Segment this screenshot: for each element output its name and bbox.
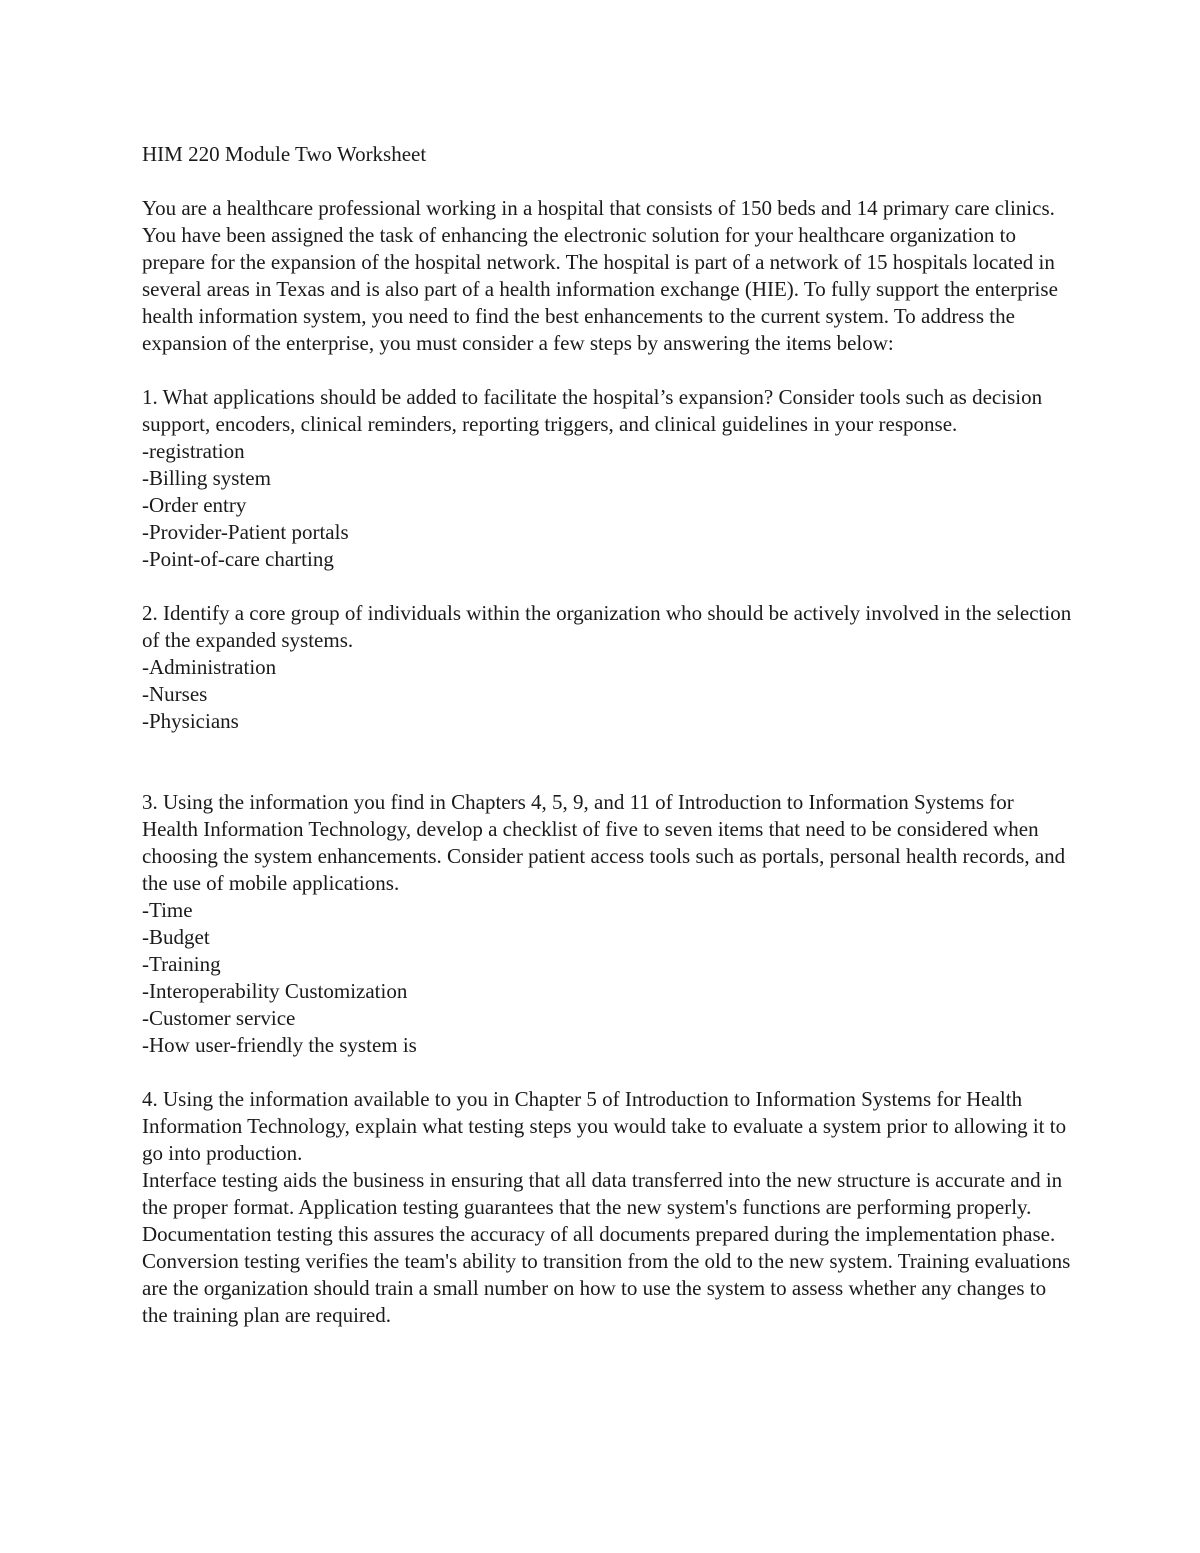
question-2-item: -Nurses xyxy=(142,682,208,706)
question-3-prompt: 3. Using the information you find in Chapters 4, 5, 9, and 11 of Introduction to Information Systems for Health Information Technology, develop a checklist of five to seven items that need to be considered when choosing the system enhancements. Consider patient access tools such as portals, personal health records, and the use of mobile applications. xyxy=(142,790,1066,895)
question-1-prompt: 1. What applications should be added to facilitate the hospital’s expansion? Consider tools such as decision support, encoders, clinical reminders, reporting triggers, and clinical guidelines in your response. xyxy=(142,385,1043,436)
question-3-item: -Training xyxy=(142,952,221,976)
question-2-item: -Physicians xyxy=(142,709,239,733)
question-3-item: -Interoperability Customization xyxy=(142,979,408,1003)
question-3-item: -How user-friendly the system is xyxy=(142,1033,417,1057)
question-2 xyxy=(142,600,1072,735)
question-1 xyxy=(142,384,1072,573)
question-1-item: -Billing system xyxy=(142,466,271,490)
question-3-item: -Budget xyxy=(142,925,210,949)
question-1-item: -Provider-Patient portals xyxy=(142,520,349,544)
question-1-item: -registration xyxy=(142,439,245,463)
document-page xyxy=(142,141,1072,1329)
question-4-prompt: 4. Using the information available to you in Chapter 5 of Introduction to Information Systems for Health Information Technology, explain what testing steps you would take to evaluate a system prior to allowing it to go into production. xyxy=(142,1087,1067,1165)
question-4 xyxy=(142,1086,1072,1329)
question-3-item: -Customer service xyxy=(142,1006,296,1030)
question-2-prompt: 2. Identify a core group of individuals within the organization who should be actively involved in the selection of the expanded systems. xyxy=(142,601,1072,652)
question-3 xyxy=(142,789,1072,1059)
document-title: HIM 220 Module Two Worksheet xyxy=(142,142,427,166)
question-2-item: -Administration xyxy=(142,655,277,679)
question-3-item: -Time xyxy=(142,898,193,922)
question-4-answer: Interface testing aids the business in ensuring that all data transferred into the new structure is accurate and in the proper format. Application testing guarantees that the new system's functions are performing properly. Documentation testing this assures the accuracy of all documents prepared during the implementation phase. Conversion testing verifies the team's ability to transition from the old to the new system. Training evaluations are the organization should train a small number on how to use the system to assess whether any changes to the training plan are required. xyxy=(142,1168,1071,1327)
question-1-item: -Point-of-care charting xyxy=(142,547,334,571)
intro-paragraph: You are a healthcare professional working in a hospital that consists of 150 beds and 14 primary care clinics. You have been assigned the task of enhancing the electronic solution for your healthcare organization to prepare for the expansion of the hospital network. The hospital is part of a network of 15 hospitals located in several areas in Texas and is also part of a health information exchange (HIE). To fully support the enterprise health information system, you need to find the best enhancements to the current system. To address the expansion of the enterprise, you must consider a few steps by answering the items below: xyxy=(142,196,1058,355)
question-1-item: -Order entry xyxy=(142,493,247,517)
